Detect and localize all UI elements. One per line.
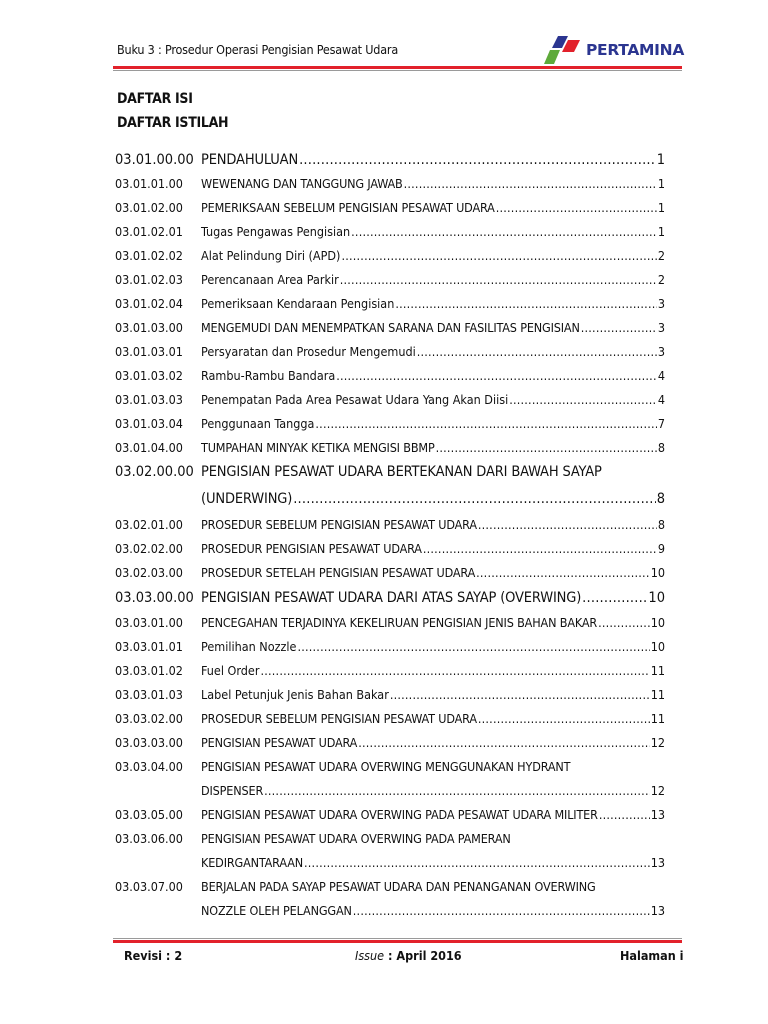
toc-page-number: 12 [650, 783, 665, 798]
issue-label: Issue [355, 948, 385, 963]
toc-code: 03.03.07.00 [115, 879, 183, 894]
toc-entry[interactable] [115, 831, 665, 851]
page-number: Halaman i [620, 948, 684, 963]
toc-code: 03.01.03.01 [115, 344, 183, 359]
toc-code: 03.01.02.02 [115, 248, 183, 263]
toc-line [201, 783, 665, 798]
toc-page-number: 2 [657, 248, 665, 263]
toc-line [201, 272, 665, 287]
toc-code: 03.01.02.04 [115, 296, 183, 311]
toc-title: PENGISIAN PESAWAT UDARA OVERWING PADA PAMERAN [201, 831, 511, 846]
toc-line [201, 541, 665, 556]
toc-title: Alat Pelindung Diri (APD) [201, 248, 341, 263]
toc-leader-dots [341, 248, 656, 263]
toc-entry[interactable] [115, 416, 665, 436]
toc-page-number: 1 [657, 200, 665, 215]
toc-line [201, 855, 665, 870]
toc-entry[interactable] [115, 687, 665, 707]
toc-page-number: 12 [650, 735, 665, 750]
header-rule-grey [113, 70, 682, 71]
toc-code: 03.03.05.00 [115, 807, 183, 822]
toc-line [201, 517, 665, 532]
toc-line [201, 392, 665, 407]
toc-code: 03.01.03.02 [115, 368, 183, 383]
toc-entry[interactable] [115, 663, 665, 683]
toc-code: 03.03.01.03 [115, 687, 183, 702]
toc-line [201, 565, 665, 580]
toc-page-number: 3 [657, 296, 665, 311]
toc-entry[interactable] [115, 735, 665, 755]
toc-entry[interactable] [115, 320, 665, 340]
toc-leader-dots [598, 615, 650, 630]
toc-entry[interactable] [115, 296, 665, 316]
toc-entry[interactable] [115, 711, 665, 731]
toc-title: TUMPAHAN MINYAK KETIKA MENGISI BBMP [201, 440, 435, 455]
toc-code: 03.03.06.00 [115, 831, 183, 846]
toc-code: 03.01.03.00 [115, 320, 183, 335]
toc-leader-dots [404, 176, 657, 191]
toc-code: 03.01.03.04 [115, 416, 183, 431]
toc-entry[interactable] [115, 440, 665, 460]
toc-leader-dots [478, 711, 650, 726]
toc-page-number: 10 [650, 639, 665, 654]
toc-leader-dots [390, 687, 650, 702]
toc-entry[interactable] [115, 807, 665, 827]
toc-line [201, 200, 665, 215]
toc-line [201, 879, 665, 894]
toc-entry[interactable] [115, 368, 665, 388]
toc-entry[interactable] [115, 224, 665, 244]
toc-entry[interactable] [115, 879, 665, 899]
toc-page-number: 3 [657, 320, 665, 335]
toc-leader-dots [299, 152, 656, 168]
toc-page-number: 10 [650, 615, 665, 630]
toc-title-continuation: KEDIRGANTARAAN [201, 855, 304, 870]
toc-page-number: 3 [657, 344, 665, 359]
toc-leader-dots [509, 392, 657, 407]
toc-title: MENGEMUDI DAN MENEMPATKAN SARANA DAN FASILITAS PENGISIAN [201, 320, 580, 335]
toc-line [201, 807, 665, 822]
toc-title: Penggunaan Tangga [201, 416, 315, 431]
toc-entry[interactable] [115, 344, 665, 364]
toc-entry-continuation[interactable] [115, 783, 665, 803]
toc-line [201, 615, 665, 630]
toc-line [201, 831, 665, 846]
toc-line [201, 224, 665, 239]
toc-entry[interactable] [115, 464, 665, 484]
toc-title: PROSEDUR PENGISIAN PESAWAT UDARA [201, 541, 422, 556]
toc-title: Perencanaan Area Parkir [201, 272, 339, 287]
toc-page-number: 8 [657, 440, 665, 455]
toc-leader-dots [496, 200, 657, 215]
toc-line [201, 491, 665, 507]
issue-date [355, 948, 462, 963]
toc-title: Pemeriksaan Kendaraan Pengisian [201, 296, 395, 311]
toc-leader-dots [599, 807, 650, 822]
logo-wordmark: PERTAMINA [586, 41, 685, 59]
toc-page-number: 13 [650, 855, 665, 870]
toc-line [201, 176, 665, 191]
toc-leader-dots [353, 903, 650, 918]
pertamina-logo-icon [538, 34, 582, 66]
toc-leader-dots [340, 272, 657, 287]
toc-line [201, 296, 665, 311]
toc-code: 03.01.02.00 [115, 200, 183, 215]
toc-leader-dots [336, 368, 657, 383]
toc-page-number: 11 [650, 663, 665, 678]
toc-page-number: 10 [648, 590, 665, 606]
toc-line [201, 440, 665, 455]
toc-title: PENGISIAN PESAWAT UDARA BERTEKANAN DARI BAWAH SAYAP [201, 464, 602, 480]
toc-leader-dots [315, 416, 656, 431]
toc-title: BERJALAN PADA SAYAP PESAWAT UDARA DAN PENANGANAN OVERWING [201, 879, 596, 894]
toc-page-number: 1 [656, 152, 665, 168]
toc-page-number: 13 [650, 807, 665, 822]
toc-entry-continuation[interactable] [115, 491, 665, 511]
toc-line [201, 464, 665, 480]
toc-page-number: 4 [657, 392, 665, 407]
toc-code: 03.03.00.00 [115, 590, 194, 606]
toc-code: 03.01.04.00 [115, 440, 183, 455]
toc-title: Penempatan Pada Area Pesawat Udara Yang Akan Diisi [201, 392, 509, 407]
toc-code: 03.01.02.03 [115, 272, 183, 287]
toc-title: Persyaratan dan Prosedur Mengemudi [201, 344, 416, 359]
issue-value: : April 2016 [384, 948, 462, 963]
toc-title: Fuel Order [201, 663, 260, 678]
toc-line [201, 248, 665, 263]
toc-leader-dots [260, 663, 649, 678]
toc-page-number: 2 [657, 272, 665, 287]
toc-line [201, 590, 665, 606]
toc-code: 03.02.02.00 [115, 541, 183, 556]
toc-page-number: 9 [657, 541, 665, 556]
toc-code: 03.03.03.00 [115, 735, 183, 750]
toc-title: PENGISIAN PESAWAT UDARA OVERWING PADA PESAWAT UDARA MILITER [201, 807, 598, 822]
toc-leader-dots [358, 735, 649, 750]
toc-leader-dots [478, 517, 657, 532]
toc-line [201, 687, 665, 702]
toc-entry[interactable] [115, 272, 665, 292]
toc-title: PENCEGAHAN TERJADINYA KEKELIRUAN PENGISIAN JENIS BAHAN BAKAR [201, 615, 598, 630]
toc-page-number: 1 [657, 176, 665, 191]
toc-line [201, 368, 665, 383]
toc-page-number: 13 [650, 903, 665, 918]
toc-code: 03.03.01.02 [115, 663, 183, 678]
toc-title: Pemilihan Nozzle [201, 639, 297, 654]
toc-entry[interactable] [115, 392, 665, 412]
toc-code: 03.01.01.00 [115, 176, 183, 191]
toc-title: PENGISIAN PESAWAT UDARA DARI ATAS SAYAP (OVERWING) [201, 590, 582, 606]
toc-page-number: 7 [657, 416, 665, 431]
toc-title: Tugas Pengawas Pengisian [201, 224, 351, 239]
toc-leader-dots [476, 565, 650, 580]
toc-page-number: 4 [657, 368, 665, 383]
toc-title-continuation: DISPENSER [201, 783, 264, 798]
toc-entry[interactable] [115, 590, 665, 610]
toc-page-number: 11 [650, 711, 665, 726]
toc-code: 03.02.01.00 [115, 517, 183, 532]
toc-code: 03.03.02.00 [115, 711, 183, 726]
toc-entry[interactable] [115, 615, 665, 635]
toc-line [201, 152, 665, 168]
toc-title: Label Petunjuk Jenis Bahan Bakar [201, 687, 389, 702]
toc-code: 03.03.01.01 [115, 639, 183, 654]
toc-entry[interactable] [115, 517, 665, 537]
toc-page-number: 1 [657, 224, 665, 239]
toc-code: 03.01.00.00 [115, 152, 194, 168]
toc-title: PEMERIKSAAN SEBELUM PENGISIAN PESAWAT UDARA [201, 200, 495, 215]
toc-leader-dots [304, 855, 650, 870]
toc-code: 03.01.03.03 [115, 392, 183, 407]
toc-leader-dots [436, 440, 657, 455]
toc-leader-dots [581, 320, 657, 335]
toc-title: PENGISIAN PESAWAT UDARA OVERWING MENGGUNAKAN HYDRANT [201, 759, 571, 774]
toc-leader-dots [417, 344, 657, 359]
toc-line [201, 711, 665, 726]
toc-title: PROSEDUR SEBELUM PENGISIAN PESAWAT UDARA [201, 517, 477, 532]
toc-leader-dots [293, 491, 655, 507]
toc-entry[interactable] [115, 200, 665, 220]
toc-leader-dots [395, 296, 657, 311]
toc-line [201, 639, 665, 654]
toc-line [201, 320, 665, 335]
toc-title: Rambu-Rambu Bandara [201, 368, 336, 383]
toc-code: 03.03.04.00 [115, 759, 183, 774]
toc-entry[interactable] [115, 541, 665, 561]
toc-leader-dots [423, 541, 657, 556]
toc-code: 03.02.00.00 [115, 464, 194, 480]
toc-code: 03.03.01.00 [115, 615, 183, 630]
toc-page-number: 8 [657, 517, 665, 532]
document-title: Buku 3 : Prosedur Operasi Pengisian Pesawat Udara [117, 42, 399, 57]
footer-rule-grey [113, 938, 682, 939]
toc-page-number: 11 [650, 687, 665, 702]
toc-title: WEWENANG DAN TANGGUNG JAWAB [201, 176, 403, 191]
toc-code: 03.01.02.01 [115, 224, 183, 239]
header-rule-red [113, 66, 682, 69]
toc-leader-dots [297, 639, 649, 654]
toc-title: PROSEDUR SEBELUM PENGISIAN PESAWAT UDARA [201, 711, 477, 726]
toc-line [201, 416, 665, 431]
toc-leader-dots [351, 224, 657, 239]
toc-line [201, 759, 665, 774]
toc-line [201, 344, 665, 359]
toc-entry[interactable] [115, 759, 665, 779]
heading-daftar-istilah: DAFTAR ISTILAH [117, 115, 229, 131]
toc-title: PENDAHULUAN [201, 152, 299, 168]
toc-entry-continuation[interactable] [115, 903, 665, 923]
toc-entry[interactable] [115, 565, 665, 585]
toc-entry[interactable] [115, 176, 665, 196]
heading-daftar-isi: DAFTAR ISI [117, 91, 193, 107]
toc-title-continuation: (UNDERWING) [201, 491, 293, 507]
toc-line [201, 903, 665, 918]
toc-entry-continuation[interactable] [115, 855, 665, 875]
toc-line [201, 735, 665, 750]
pertamina-logo [538, 34, 684, 66]
toc-title: PROSEDUR SETELAH PENGISIAN PESAWAT UDARA [201, 565, 476, 580]
revision-label: Revisi : 2 [124, 948, 183, 963]
toc-entry[interactable] [115, 248, 665, 268]
toc-page-number: 8 [656, 491, 665, 507]
toc-entry[interactable] [115, 639, 665, 659]
toc-code: 03.02.03.00 [115, 565, 183, 580]
toc-page-number: 10 [650, 565, 665, 580]
toc-leader-dots [264, 783, 650, 798]
footer-rule-red [113, 940, 682, 943]
toc-title-continuation: NOZZLE OLEH PELANGGAN [201, 903, 352, 918]
toc-leader-dots [582, 590, 647, 606]
toc-title: PENGISIAN PESAWAT UDARA [201, 735, 358, 750]
toc-entry[interactable] [115, 152, 665, 172]
toc-line [201, 663, 665, 678]
